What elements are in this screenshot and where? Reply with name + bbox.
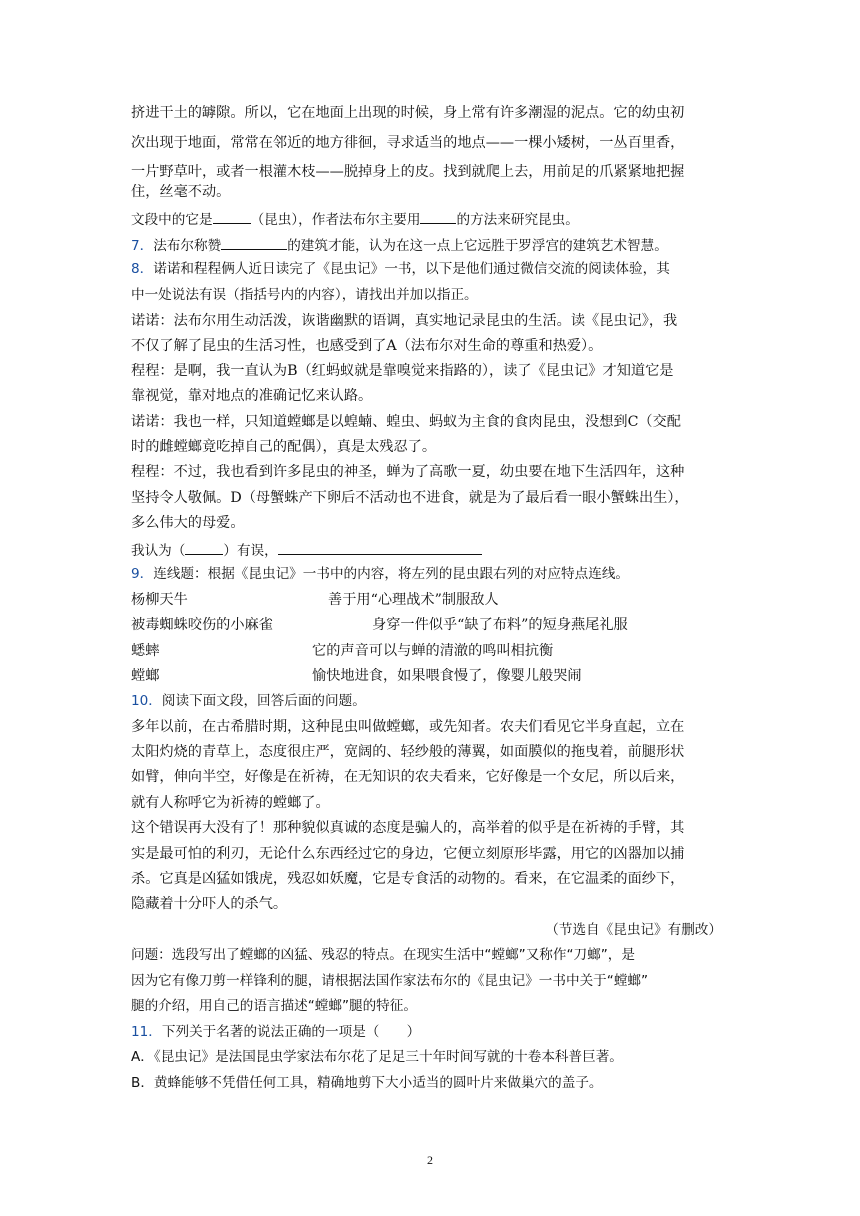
q6-fill-line: 文段中的它是 （昆虫），作者法布尔主要用 的方法来研究昆虫。 xyxy=(131,208,579,230)
question-10: 10．阅读下面文段，回答后面的问题。 xyxy=(131,693,366,709)
q8-blank-letter[interactable] xyxy=(185,539,223,555)
dialogue-line: 诺诺：法布尔用生动活泼，诙谐幽默的语调，真实地记录昆虫的生活。读《昆虫记》，我 xyxy=(131,313,678,329)
passage-source: （节选自《昆虫记》有删改） xyxy=(545,922,722,938)
q8-answer-line: 我认为（ ）有误， xyxy=(131,539,482,561)
match-left-item[interactable]: 螳螂 xyxy=(131,668,160,684)
question-7: 7．法布尔称赞 的建筑才能，认为在这一点上它远胜于罗浮宫的建筑艺术智慧。 xyxy=(131,234,668,256)
page-number: 2 xyxy=(427,1153,433,1167)
dialogue-line: 多么伟大的母爱。 xyxy=(131,515,245,531)
match-left-item[interactable]: 被毒蜘蛛咬伤的小麻雀 xyxy=(131,617,273,633)
dialogue-line: 不仅了解了昆虫的生活习性，也感受到了A（法布尔对生命的尊重和热爱）。 xyxy=(131,338,603,354)
question-number: 10． xyxy=(131,693,162,709)
passage-line: 实是最可怕的利刃，无论什么东西经过它的身边，它便立刻原形毕露，用它的凶器加以捕 xyxy=(131,846,685,862)
q10-question-line: 问题：选段写出了螳螂的凶猛、残忍的特点。在现实生活中“螳螂”又称作“刀螂”，是 xyxy=(131,947,635,963)
passage-line: 隐藏着十分吓人的杀气。 xyxy=(131,896,288,912)
question-8-line: 中一处说法有误（指括号内的内容），请找出并加以指正。 xyxy=(131,287,478,303)
dialogue-line: 时的雌螳螂竟吃掉自己的配偶），真是太残忍了。 xyxy=(131,439,437,455)
match-right-item[interactable]: 身穿一件似乎“缺了布料”的短身燕尾礼服 xyxy=(372,617,628,633)
passage-line: 挤进干土的罅隙。所以，它在地面上出现的时候，身上常有许多潮湿的泥点。它的幼虫初 xyxy=(131,105,685,121)
question-number: 8． xyxy=(131,261,154,277)
passage-line: 多年以前，在古希腊时期，这种昆虫叫做螳螂，或先知者。农夫们看见它半身直起，立在 xyxy=(131,719,685,735)
q10-question-line: 腿的介绍，用自己的语言描述“螳螂”腿的特征。 xyxy=(131,998,417,1014)
dialogue-line: 靠视觉，靠对地点的准确记忆来认路。 xyxy=(131,388,373,404)
dialogue-line: 程程：不过，我也看到许多昆虫的神圣，蝉为了高歌一夏，幼虫要在地下生活四年，这种 xyxy=(131,464,685,480)
q6-blank-insect[interactable] xyxy=(213,208,251,224)
dialogue-line: 坚持令人敬佩。D（母蟹蛛产下卵后不活动也不进食，就是为了最后看一眼小蟹蛛出生）， xyxy=(131,490,689,506)
dialogue-line: 程程：是啊，我一直认为B（红蚂蚁就是靠嗅觉来指路的），读了《昆虫记》才知道它是 xyxy=(131,363,674,379)
passage-line: 一片野草叶，或者一根灌木枝——脱掉身上的皮。找到就爬上去，用前足的爪紧紧地把握 xyxy=(131,164,685,180)
question-9: 9．连线题：根据《昆虫记》一书中的内容，将左列的昆虫跟右列的对应特点连线。 xyxy=(131,566,630,582)
q10-question-line: 因为它有像刀剪一样锋利的腿，请根据法国作家法布尔的《昆虫记》一书中关于“螳螂” xyxy=(131,973,649,989)
q7-blank[interactable] xyxy=(221,234,287,250)
passage-line: 这个错误再大没有了！那种貌似真诚的态度是骗人的，高举着的似乎是在祈祷的手臂，其 xyxy=(131,820,685,836)
q8-blank-correction[interactable] xyxy=(278,539,482,555)
passage-line: 如臂，伸向半空，好像是在祈祷，在无知识的农夫看来，它好像是一个女尼，所以后来， xyxy=(131,769,685,785)
question-8: 8．诺诺和程程俩人近日读完了《昆虫记》一书，以下是他们通过微信交流的阅读体验，其 xyxy=(131,261,670,277)
passage-line: 住，丝毫不动。 xyxy=(131,184,231,200)
passage-line: 就有人称呼它为祈祷的螳螂了。 xyxy=(131,795,330,811)
match-right-item[interactable]: 愉快地进食，如果喂食慢了，像婴儿般哭闹 xyxy=(312,668,582,684)
passage-line: 次出现于地面，常常在邻近的地方徘徊，寻求适当的地点——一棵小矮树，一丛百里香， xyxy=(131,135,685,151)
q6-blank-method[interactable] xyxy=(420,208,456,224)
question-number: 11． xyxy=(131,1024,162,1040)
passage-line: 太阳灼烧的青草上，态度很庄严，宽阔的、轻纱般的薄翼，如面膜似的拖曳着，前腿形状 xyxy=(131,744,685,760)
passage-line: 杀。它真是凶猛如饿虎，残忍如妖魔，它是专食活的动物的。看来，在它温柔的面纱下， xyxy=(131,871,685,887)
option-b[interactable]: B．黄蜂能够不凭借任何工具，精确地剪下大小适当的圆叶片来做巢穴的盖子。 xyxy=(131,1075,603,1091)
question-number: 9． xyxy=(131,566,154,582)
option-a[interactable]: A．《昆虫记》是法国昆虫学家法布尔花了足足三十年时间写就的十卷本科普巨著。 xyxy=(131,1049,623,1065)
question-number: 7． xyxy=(131,238,154,254)
question-11: 11．下列关于名著的说法正确的一项是（ ） xyxy=(131,1024,421,1040)
match-left-item[interactable]: 杨柳天牛 xyxy=(131,592,188,608)
match-right-item[interactable]: 善于用“心理战术”制服敌人 xyxy=(328,592,499,608)
match-right-item[interactable]: 它的声音可以与蝉的清澈的鸣叫相抗衡 xyxy=(312,643,554,659)
dialogue-line: 诺诺：我也一样，只知道螳螂是以蝗蝻、蝗虫、蚂蚁为主食的食肉昆虫，没想到C（交配 xyxy=(131,414,681,430)
match-left-item[interactable]: 蟋蟀 xyxy=(131,643,160,659)
